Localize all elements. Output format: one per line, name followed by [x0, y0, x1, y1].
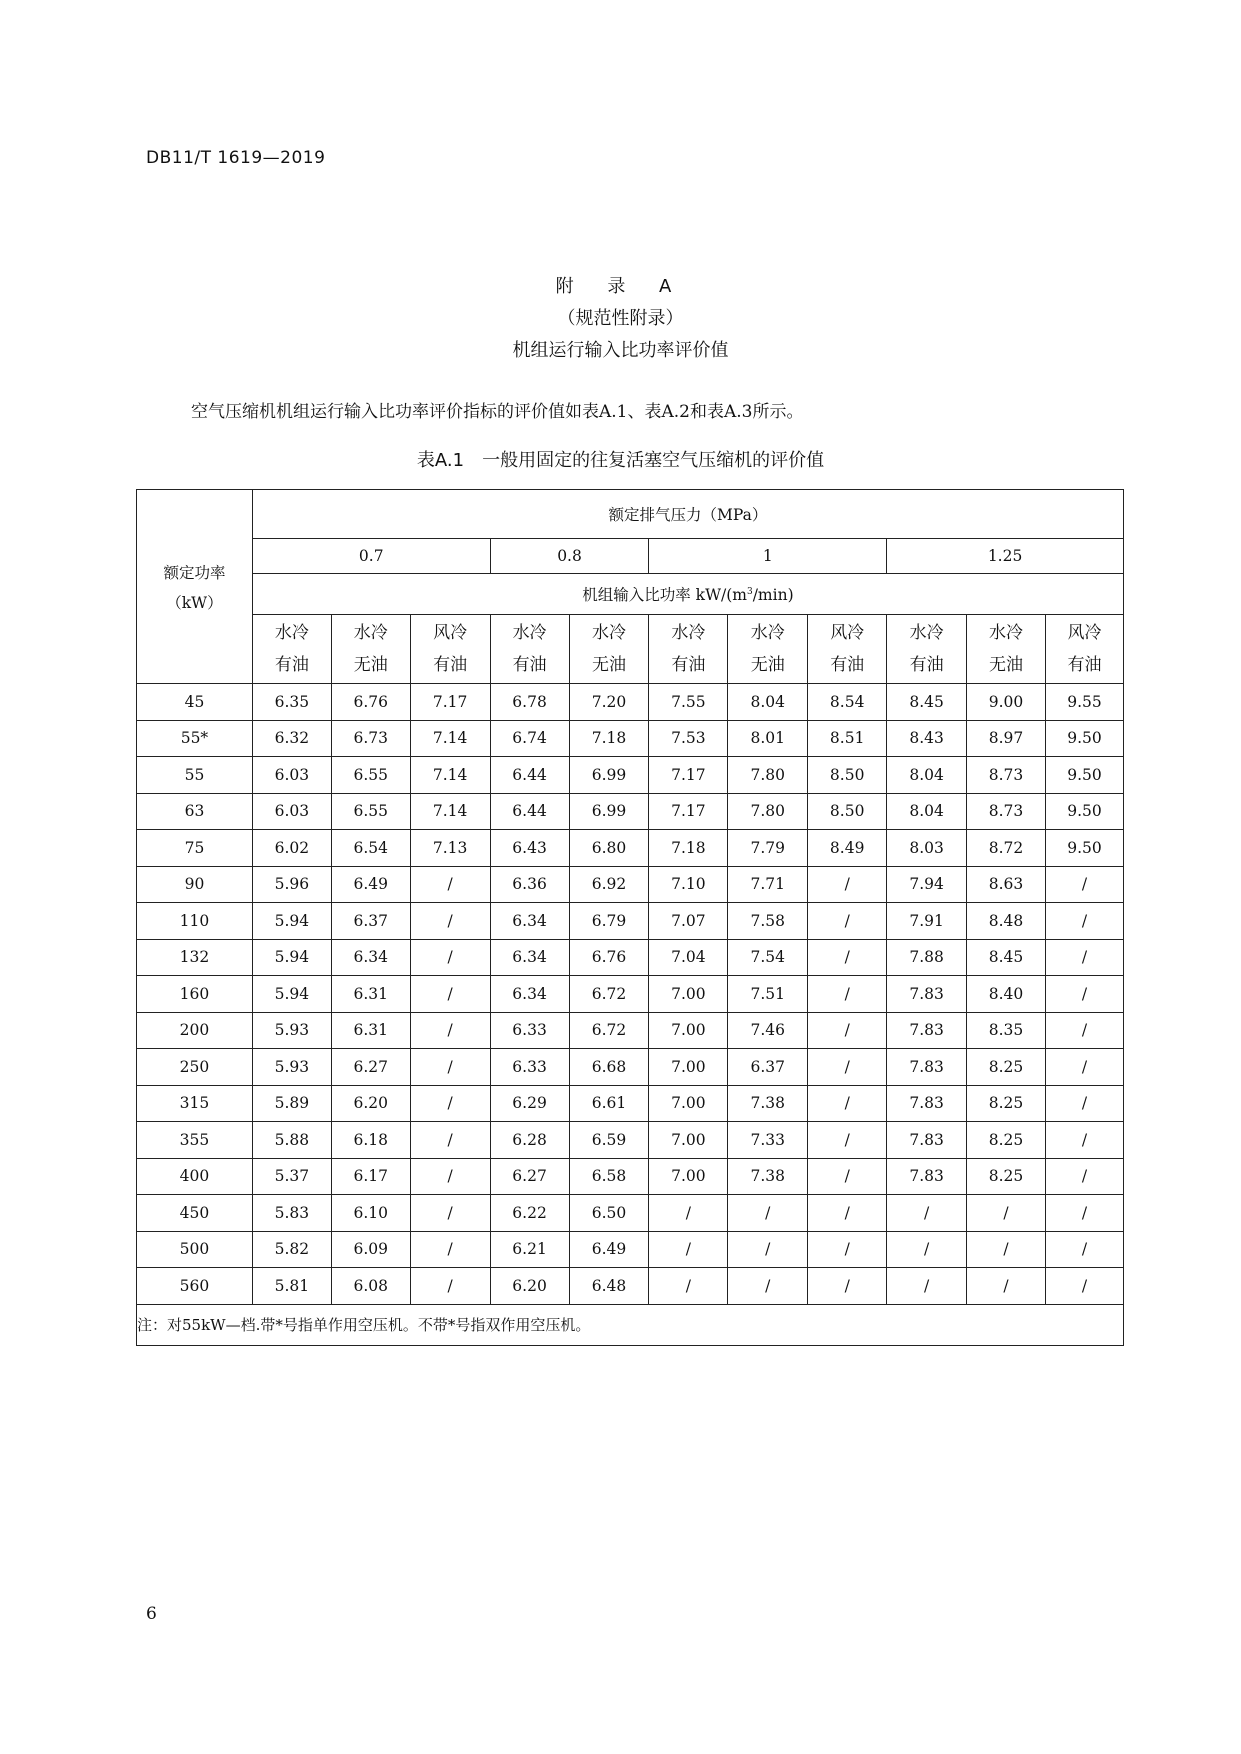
lubrication-type: 无油: [353, 655, 388, 675]
value-cell: /: [887, 1195, 967, 1232]
cooling-type: 水冷: [591, 623, 626, 643]
value-cell: 8.48: [967, 903, 1046, 940]
cooling-type: 风冷: [830, 623, 865, 643]
value-cell: 6.54: [331, 830, 410, 867]
column-type-header: [728, 615, 808, 684]
value-cell: 5.94: [252, 939, 331, 976]
value-cell: /: [887, 1231, 967, 1268]
value-cell: 7.18: [569, 720, 649, 757]
rated-power-cell: 110: [137, 903, 253, 940]
rated-power-cell: 560: [137, 1268, 253, 1305]
column-type-header: [410, 615, 490, 684]
value-cell: /: [1045, 1268, 1123, 1305]
value-cell: 7.00: [649, 1012, 728, 1049]
value-cell: 8.63: [967, 866, 1046, 903]
value-cell: 5.96: [252, 866, 331, 903]
value-cell: 6.09: [331, 1231, 410, 1268]
table-row: [137, 793, 1124, 830]
value-cell: 8.25: [967, 1158, 1046, 1195]
value-cell: 6.79: [569, 903, 649, 940]
value-cell: 7.17: [649, 793, 728, 830]
lubrication-type: 无油: [591, 655, 626, 675]
rated-power-header: [137, 490, 253, 684]
value-cell: /: [808, 1085, 887, 1122]
value-cell: 6.99: [569, 793, 649, 830]
value-cell: /: [410, 1122, 490, 1159]
value-cell: 6.37: [728, 1049, 808, 1086]
rated-power-cell: 315: [137, 1085, 253, 1122]
value-cell: /: [808, 1268, 887, 1305]
value-cell: 7.80: [728, 757, 808, 794]
lubrication-type: 有油: [512, 655, 547, 675]
value-cell: /: [1045, 903, 1123, 940]
value-cell: 6.18: [331, 1122, 410, 1159]
value-cell: 9.50: [1045, 720, 1123, 757]
value-cell: 7.04: [649, 939, 728, 976]
value-cell: 9.55: [1045, 684, 1123, 721]
pressure-value: 1: [649, 539, 887, 574]
value-cell: 5.37: [252, 1158, 331, 1195]
value-cell: 6.35: [252, 684, 331, 721]
value-cell: 8.54: [808, 684, 887, 721]
value-cell: /: [410, 1012, 490, 1049]
lubrication-type: 无油: [750, 655, 785, 675]
value-cell: 8.45: [887, 684, 967, 721]
value-cell: 9.50: [1045, 757, 1123, 794]
value-cell: /: [967, 1231, 1046, 1268]
lubrication-type: 有油: [830, 655, 865, 675]
value-cell: 6.72: [569, 976, 649, 1013]
rated-power-cell: 45: [137, 684, 253, 721]
column-type-header: [808, 615, 887, 684]
column-type-header: [252, 615, 331, 684]
value-cell: 5.93: [252, 1049, 331, 1086]
table-row: [137, 684, 1124, 721]
table-caption: 表A.1 一般用固定的往复活塞空气压缩机的评价值: [416, 450, 825, 471]
value-cell: 5.81: [252, 1268, 331, 1305]
value-cell: /: [728, 1195, 808, 1232]
lubrication-type: 有油: [1067, 655, 1102, 675]
value-cell: /: [410, 939, 490, 976]
value-cell: 6.27: [331, 1049, 410, 1086]
value-cell: 6.76: [331, 684, 410, 721]
value-cell: 7.58: [728, 903, 808, 940]
value-cell: 6.37: [331, 903, 410, 940]
value-cell: 6.34: [490, 976, 569, 1013]
value-cell: /: [410, 1268, 490, 1305]
value-cell: 7.88: [887, 939, 967, 976]
value-cell: 8.01: [728, 720, 808, 757]
pressure-header: 额定排气压力（MPa）: [252, 490, 1123, 539]
table-row: [137, 830, 1124, 867]
value-cell: 6.72: [569, 1012, 649, 1049]
table-row: [137, 1268, 1124, 1305]
rated-power-cell: 55*: [137, 720, 253, 757]
value-cell: 6.20: [331, 1085, 410, 1122]
value-cell: /: [410, 866, 490, 903]
value-cell: 6.68: [569, 1049, 649, 1086]
unit-header-suffix: /min): [752, 586, 794, 604]
rated-power-cell: 355: [137, 1122, 253, 1159]
value-cell: 8.35: [967, 1012, 1046, 1049]
column-type-header: [887, 615, 967, 684]
value-cell: /: [967, 1268, 1046, 1305]
value-cell: 6.33: [490, 1049, 569, 1086]
value-cell: /: [1045, 939, 1123, 976]
value-cell: 6.10: [331, 1195, 410, 1232]
value-cell: 7.14: [410, 757, 490, 794]
page-number: 6: [146, 1604, 157, 1624]
value-cell: 7.07: [649, 903, 728, 940]
value-cell: 7.54: [728, 939, 808, 976]
value-cell: 6.55: [331, 793, 410, 830]
value-cell: 6.49: [569, 1231, 649, 1268]
value-cell: 7.14: [410, 793, 490, 830]
value-cell: 8.45: [967, 939, 1046, 976]
annex-name: 机组运行输入比功率评价值: [512, 340, 729, 361]
value-cell: 8.72: [967, 830, 1046, 867]
value-cell: 6.43: [490, 830, 569, 867]
value-cell: 6.61: [569, 1085, 649, 1122]
value-cell: 7.13: [410, 830, 490, 867]
table-row: [137, 976, 1124, 1013]
value-cell: 5.93: [252, 1012, 331, 1049]
value-cell: 6.74: [490, 720, 569, 757]
value-cell: 7.20: [569, 684, 649, 721]
lubrication-type: 有油: [274, 655, 309, 675]
rated-power-cell: 250: [137, 1049, 253, 1086]
value-cell: 6.59: [569, 1122, 649, 1159]
value-cell: 6.29: [490, 1085, 569, 1122]
value-cell: /: [410, 1049, 490, 1086]
value-cell: 8.40: [967, 976, 1046, 1013]
value-cell: 7.71: [728, 866, 808, 903]
cooling-type: 水冷: [353, 623, 388, 643]
value-cell: 8.51: [808, 720, 887, 757]
table-row: [137, 1049, 1124, 1086]
cooling-type: 风冷: [1067, 623, 1102, 643]
column-type-header: [1045, 615, 1123, 684]
cooling-type: 水冷: [512, 623, 547, 643]
value-cell: /: [1045, 1012, 1123, 1049]
value-cell: 7.91: [887, 903, 967, 940]
value-cell: /: [410, 1085, 490, 1122]
value-cell: 8.25: [967, 1122, 1046, 1159]
value-cell: 5.89: [252, 1085, 331, 1122]
value-cell: 5.88: [252, 1122, 331, 1159]
value-cell: 7.00: [649, 1049, 728, 1086]
value-cell: /: [808, 976, 887, 1013]
value-cell: /: [967, 1195, 1046, 1232]
value-cell: 6.34: [331, 939, 410, 976]
value-cell: 6.27: [490, 1158, 569, 1195]
value-cell: 6.02: [252, 830, 331, 867]
value-cell: 8.25: [967, 1085, 1046, 1122]
value-cell: 8.04: [728, 684, 808, 721]
value-cell: 8.73: [967, 757, 1046, 794]
value-cell: 6.34: [490, 939, 569, 976]
value-cell: 6.44: [490, 757, 569, 794]
value-cell: 8.50: [808, 757, 887, 794]
table-row: [137, 1012, 1124, 1049]
value-cell: 6.33: [490, 1012, 569, 1049]
value-cell: 7.46: [728, 1012, 808, 1049]
value-cell: /: [808, 1195, 887, 1232]
table-row: [137, 939, 1124, 976]
value-cell: 7.00: [649, 1158, 728, 1195]
cooling-type: 水冷: [909, 623, 944, 643]
value-cell: 8.50: [808, 793, 887, 830]
value-cell: 6.08: [331, 1268, 410, 1305]
cooling-type: 水冷: [750, 623, 785, 643]
column-type-header: [967, 615, 1046, 684]
value-cell: 6.99: [569, 757, 649, 794]
value-cell: 6.44: [490, 793, 569, 830]
rated-power-cell: 200: [137, 1012, 253, 1049]
rated-power-cell: 90: [137, 866, 253, 903]
cooling-type: 水冷: [989, 623, 1023, 643]
value-cell: 8.04: [887, 793, 967, 830]
column-type-header: [569, 615, 649, 684]
annex-title: 附 录 A: [555, 276, 686, 297]
value-cell: 6.20: [490, 1268, 569, 1305]
value-cell: /: [887, 1268, 967, 1305]
lubrication-type: 有油: [433, 655, 468, 675]
value-cell: 6.32: [252, 720, 331, 757]
rated-power-cell: 450: [137, 1195, 253, 1232]
table-row: [137, 1122, 1124, 1159]
annex-type: （规范性附录）: [557, 308, 684, 329]
table-row: [137, 720, 1124, 757]
value-cell: 6.76: [569, 939, 649, 976]
value-cell: 8.97: [967, 720, 1046, 757]
value-cell: 6.17: [331, 1158, 410, 1195]
table-row: [137, 1158, 1124, 1195]
rated-power-label: 额定功率: [163, 563, 226, 582]
value-cell: 8.03: [887, 830, 967, 867]
value-cell: /: [728, 1231, 808, 1268]
value-cell: 6.28: [490, 1122, 569, 1159]
rated-power-cell: 160: [137, 976, 253, 1013]
value-cell: 7.18: [649, 830, 728, 867]
value-cell: /: [649, 1268, 728, 1305]
value-cell: 9.50: [1045, 830, 1123, 867]
value-cell: 7.80: [728, 793, 808, 830]
value-cell: 7.38: [728, 1158, 808, 1195]
value-cell: 6.03: [252, 757, 331, 794]
value-cell: 7.83: [887, 1122, 967, 1159]
value-cell: 6.49: [331, 866, 410, 903]
rated-power-cell: 500: [137, 1231, 253, 1268]
value-cell: 7.38: [728, 1085, 808, 1122]
value-cell: 5.94: [252, 976, 331, 1013]
value-cell: 6.36: [490, 866, 569, 903]
value-cell: 8.04: [887, 757, 967, 794]
value-cell: /: [1045, 1195, 1123, 1232]
value-cell: 6.58: [569, 1158, 649, 1195]
value-cell: 7.83: [887, 976, 967, 1013]
value-cell: /: [1045, 1231, 1123, 1268]
value-cell: 6.80: [569, 830, 649, 867]
value-cell: /: [1045, 1122, 1123, 1159]
table-row: [137, 757, 1124, 794]
value-cell: 5.82: [252, 1231, 331, 1268]
value-cell: 8.43: [887, 720, 967, 757]
value-cell: 6.03: [252, 793, 331, 830]
rated-power-cell: 63: [137, 793, 253, 830]
pressure-value: 1.25: [887, 539, 1124, 574]
value-cell: 7.10: [649, 866, 728, 903]
rated-power-cell: 75: [137, 830, 253, 867]
value-cell: 7.83: [887, 1158, 967, 1195]
rated-power-unit: （kW）: [166, 593, 223, 612]
value-cell: /: [1045, 866, 1123, 903]
value-cell: 7.79: [728, 830, 808, 867]
value-cell: 7.17: [410, 684, 490, 721]
value-cell: 8.73: [967, 793, 1046, 830]
unit-header-sup: 3: [746, 586, 753, 597]
value-cell: 7.55: [649, 684, 728, 721]
table-row: [137, 1085, 1124, 1122]
value-cell: 7.00: [649, 1122, 728, 1159]
value-cell: 6.31: [331, 1012, 410, 1049]
evaluation-table: [136, 489, 1124, 1346]
unit-header: [252, 574, 1123, 615]
cooling-type: 水冷: [671, 623, 706, 643]
value-cell: 8.25: [967, 1049, 1046, 1086]
rated-power-cell: 132: [137, 939, 253, 976]
value-cell: 6.55: [331, 757, 410, 794]
value-cell: 7.83: [887, 1049, 967, 1086]
value-cell: /: [808, 939, 887, 976]
value-cell: /: [1045, 1049, 1123, 1086]
value-cell: 7.00: [649, 976, 728, 1013]
value-cell: 7.51: [728, 976, 808, 1013]
value-cell: /: [808, 1158, 887, 1195]
value-cell: 6.48: [569, 1268, 649, 1305]
lubrication-type: 有油: [909, 655, 944, 675]
value-cell: /: [410, 903, 490, 940]
value-cell: 7.83: [887, 1012, 967, 1049]
lubrication-type: 无油: [989, 655, 1023, 675]
value-cell: 5.83: [252, 1195, 331, 1232]
value-cell: /: [1045, 976, 1123, 1013]
value-cell: 6.21: [490, 1231, 569, 1268]
value-cell: /: [808, 1049, 887, 1086]
value-cell: /: [410, 1231, 490, 1268]
value-cell: 7.17: [649, 757, 728, 794]
value-cell: /: [410, 1195, 490, 1232]
table-row: [137, 1195, 1124, 1232]
pressure-value: 0.7: [252, 539, 490, 574]
table-row: [137, 866, 1124, 903]
value-cell: 6.31: [331, 976, 410, 1013]
cooling-type: 风冷: [433, 623, 468, 643]
value-cell: /: [808, 1012, 887, 1049]
column-type-header: [331, 615, 410, 684]
intro-paragraph: 空气压缩机机组运行输入比功率评价指标的评价值如表A.1、表A.2和表A.3所示。: [191, 402, 804, 422]
value-cell: /: [808, 1231, 887, 1268]
rated-power-cell: 55: [137, 757, 253, 794]
value-cell: 6.73: [331, 720, 410, 757]
column-type-header: [490, 615, 569, 684]
lubrication-type: 有油: [671, 655, 706, 675]
value-cell: /: [649, 1231, 728, 1268]
value-cell: 6.78: [490, 684, 569, 721]
value-cell: /: [1045, 1085, 1123, 1122]
rated-power-cell: 400: [137, 1158, 253, 1195]
value-cell: 7.14: [410, 720, 490, 757]
value-cell: /: [808, 903, 887, 940]
value-cell: 6.34: [490, 903, 569, 940]
value-cell: /: [410, 1158, 490, 1195]
value-cell: /: [808, 866, 887, 903]
cooling-type: 水冷: [274, 623, 309, 643]
value-cell: 9.00: [967, 684, 1046, 721]
value-cell: 7.33: [728, 1122, 808, 1159]
value-cell: /: [410, 976, 490, 1013]
value-cell: /: [808, 1122, 887, 1159]
table-row: [137, 903, 1124, 940]
value-cell: /: [1045, 1158, 1123, 1195]
value-cell: 7.00: [649, 1085, 728, 1122]
pressure-value: 0.8: [490, 539, 649, 574]
column-type-header: [649, 615, 728, 684]
value-cell: /: [728, 1268, 808, 1305]
table-note: 注：对55kW—档.带*号指单作用空压机。不带*号指双作用空压机。: [137, 1304, 1124, 1345]
document-code: DB11/T 1619—2019: [146, 148, 326, 168]
value-cell: 6.22: [490, 1195, 569, 1232]
value-cell: 8.49: [808, 830, 887, 867]
value-cell: /: [649, 1195, 728, 1232]
unit-header-prefix: 机组输入比功率 kW/(m: [582, 586, 747, 604]
value-cell: 9.50: [1045, 793, 1123, 830]
value-cell: 7.94: [887, 866, 967, 903]
value-cell: 6.50: [569, 1195, 649, 1232]
value-cell: 5.94: [252, 903, 331, 940]
value-cell: 7.83: [887, 1085, 967, 1122]
value-cell: 7.53: [649, 720, 728, 757]
table-row: [137, 1231, 1124, 1268]
value-cell: 6.92: [569, 866, 649, 903]
